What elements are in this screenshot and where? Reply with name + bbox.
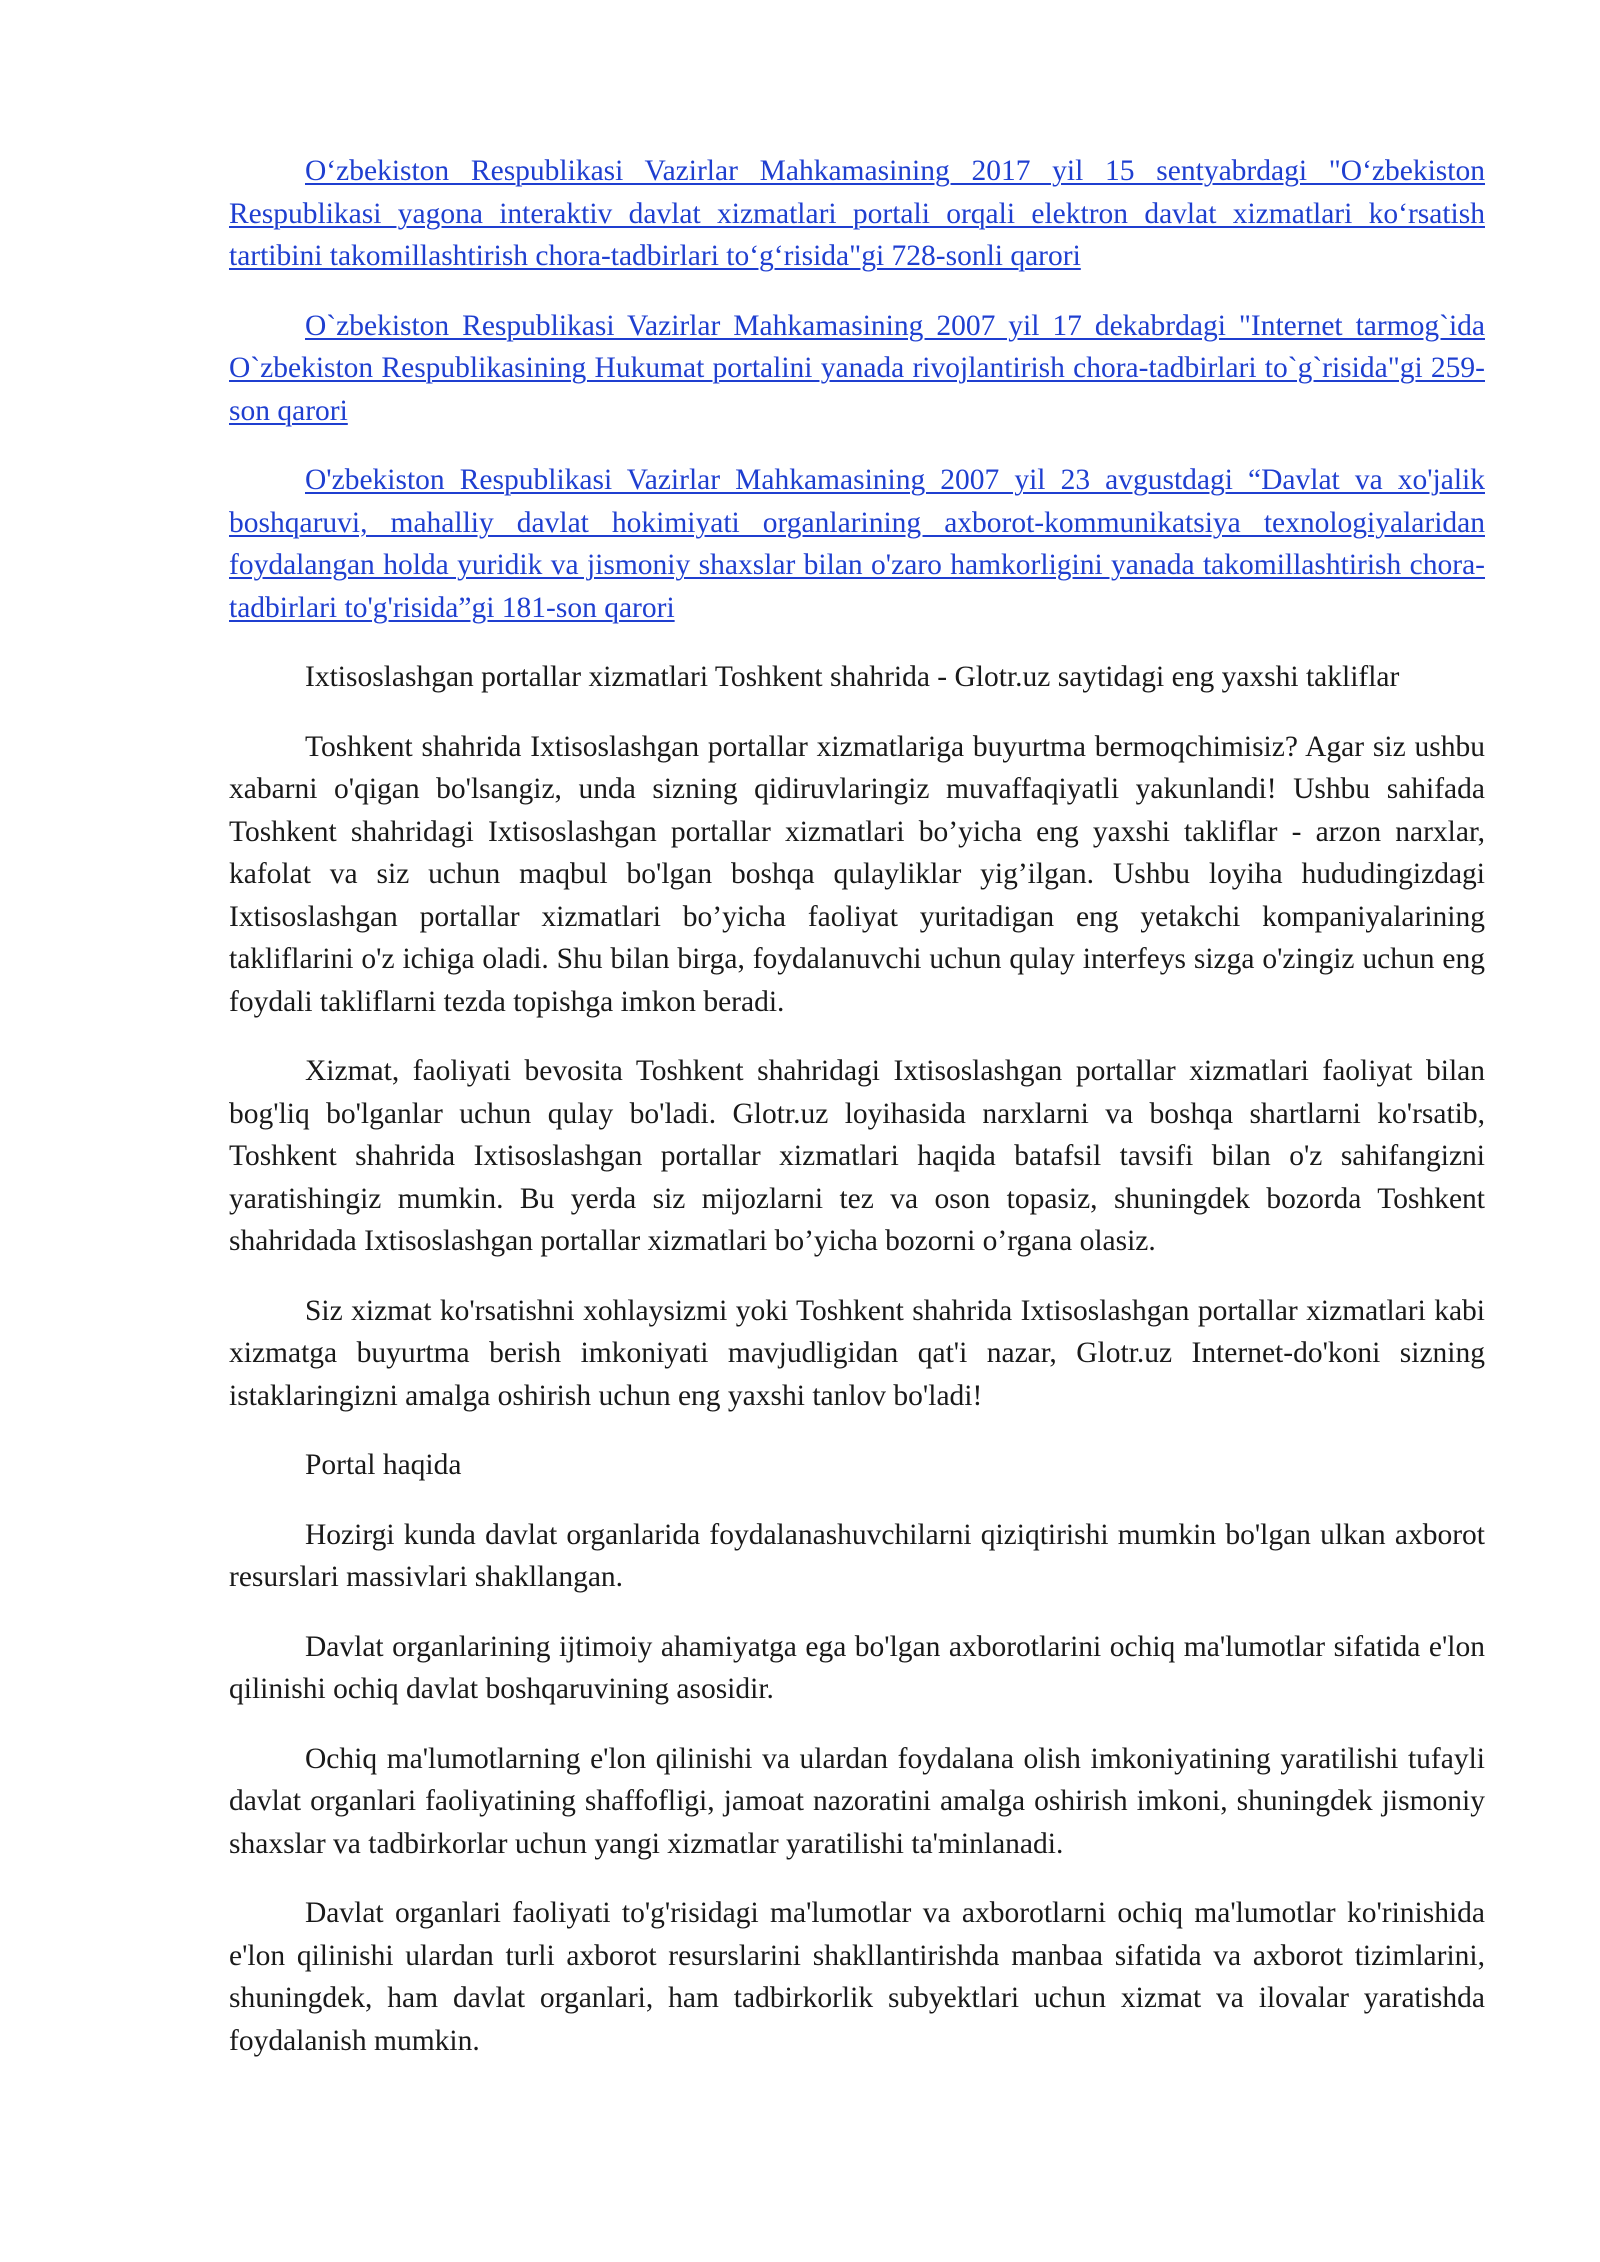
resolution-259-paragraph bbox=[229, 305, 1485, 433]
resolution-728-link[interactable]: O‘zbekiston Respublikasi Vazirlar Mahkamasining 2017 yil 15 sentyabrdagi "O‘zbekiston Respublikasi yagona interaktiv davlat xizmatlari portali orqali elektron davlat xizmatlari ko‘rsatish tartibini takomillashtirish chora-tadbirlari to‘g‘risida"gi 728-sonli qarori bbox=[229, 155, 1485, 272]
portal-paragraph-4: Davlat organlari faoliyati to'g'risidagi ma'lumotlar va axborotlarni ochiq ma'lumotlar ko'rinishida e'lon qilinishi ulardan turli axborot resurslarini shakllantirishda manbaa sifatida va axborot tizimlarini, shuningdek, ham davlat organlari, ham tadbirkorlik subyektlari uchun xizmat va ilovalar yaratishda foydalanish mumkin. bbox=[229, 1897, 1485, 2057]
resolution-181-link[interactable]: O'zbekiston Respublikasi Vazirlar Mahkamasining 2007 yil 23 avgustdagi “Davlat va xo'jalik boshqaruvi, mahalliy davlat hokimiyati organlarining axborot-kommunikatsiya texnologiyalaridan foydalangan holda yuridik va jismoniy shaxslar bilan o'zaro hamkorligini yanada takomillashtirish chora-tadbirlari to'g'risida”gi 181-son qarori bbox=[229, 464, 1485, 624]
resolution-181-paragraph bbox=[229, 459, 1485, 629]
portal-paragraph-3: Ochiq ma'lumotlarning e'lon qilinishi va ulardan foydalana olish imkoniyatining yaratilishi tufayli davlat organlari faoliyatining shaffofligi, jamoat nazoratini amalga oshirish imkoni, shuningdek jismoniy shaxslar va tadbirkorlar uchun yangi xizmatlar yaratilishi ta'minlanadi. bbox=[229, 1742, 1485, 1860]
services-paragraph-2: Xizmat, faoliyati bevosita Toshkent shahridagi Ixtisoslashgan portallar xizmatlari faoliyat bilan bog'liq bo'lganlar uchun qulay bo'ladi. Glotr.uz loyihasida narxlarni va boshqa shartlarni ko'rsatib, Toshkent shahrida Ixtisoslashgan portallar xizmatlari haqida batafsil tavsifi bilan o'z sahifangizni yaratishingiz mumkin. Bu yerda siz mijozlarni tez va oson topasiz, shuningdek bozorda Toshkent shahridada Ixtisoslashgan portallar xizmatlari bo’yicha bozorni o’rgana olasiz. bbox=[229, 1055, 1485, 1257]
services-paragraph-3: Siz xizmat ko'rsatishni xohlaysizmi yoki Toshkent shahrida Ixtisoslashgan portallar xizmatlari kabi xizmatga buyurtma berish imkoniyati mavjudligidan qat'i nazar, Glotr.uz Internet-do'koni sizning istaklaringizni amalga oshirish uchun eng yaxshi tanlov bo'ladi! bbox=[229, 1294, 1485, 1412]
portal-paragraph-1: Hozirgi kunda davlat organlarida foydalanashuvchilarni qiziqtirishi mumkin bo'lgan ulkan axborot resurslari massivlari shakllangan. bbox=[229, 1518, 1485, 1593]
portal-heading: Portal haqida bbox=[305, 1449, 462, 1481]
services-paragraph-1: Toshkent shahrida Ixtisoslashgan portallar xizmatlariga buyurtma bermoqchimisiz? Agar siz ushbu xabarni o'qigan bo'lsangiz, unda sizning qidiruvlaringiz muvaffaqiyatli yakunlandi! Ushbu sahifada Toshkent shahridagi Ixtisoslashgan portallar xizmatlari bo’yicha eng yaxshi takliflar - arzon narxlar, kafolat va siz uchun maqbul bo'lgan boshqa qulayliklar yig’ilgan. Ushbu loyiha hududingizdagi Ixtisoslashgan portallar xizmatlari bo’yicha faoliyat yuritadigan eng yetakchi kompaniyalarining takliflarini o'z ichiga oladi. Shu bilan birga, foydalanuvchi uchun qulay interfeys sizga o'zingiz uchun eng foydali takliflarni tezda topishga imkon beradi. bbox=[229, 730, 1485, 1018]
resolution-259-link[interactable]: O`zbekiston Respublikasi Vazirlar Mahkamasining 2007 yil 17 dekabrdagi "Internet tarmog`ida O`zbekiston Respublikasining Hukumat portalini yanada rivojlantirish chora-tadbirlari to`g`risida"gi 259-son qarori bbox=[229, 309, 1485, 427]
resolution-728-paragraph bbox=[229, 150, 1485, 278]
services-heading: Ixtisoslashgan portallar xizmatlari Toshkent shahrida - Glotr.uz saytidagi eng yaxshi takliflar bbox=[305, 661, 1400, 693]
document-page bbox=[229, 150, 1485, 2089]
portal-paragraph-2: Davlat organlarining ijtimoiy ahamiyatga ega bo'lgan axborotlarini ochiq ma'lumotlar sifatida e'lon qilinishi ochiq davlat boshqaruvining asosidir. bbox=[229, 1630, 1485, 1705]
